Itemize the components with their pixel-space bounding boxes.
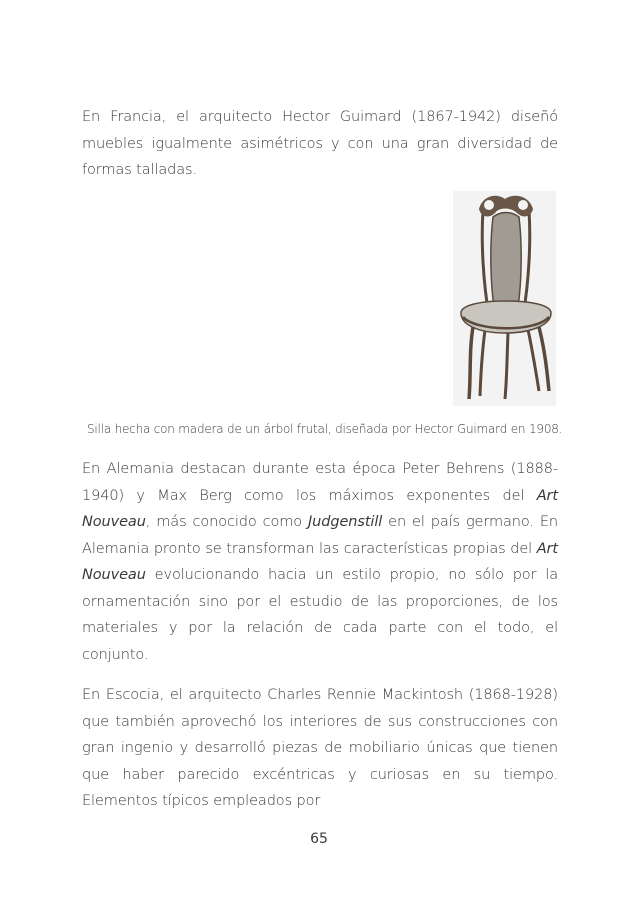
- chair-illustration: [453, 191, 556, 406]
- emphasis-judgenstill: Judgenstill: [308, 514, 383, 530]
- guimard-chair-photo: [453, 191, 556, 406]
- text-run: evolucionando hacia un estilo propio, no sólo por la ornamentación sino por el estudio de las proporciones, de los materiales y por la relación de cada parte con el todo, el conjunto.: [82, 567, 558, 663]
- paragraph-germany: [82, 456, 558, 668]
- text-run: , más conocido como: [145, 514, 308, 530]
- page-number: 65: [310, 831, 328, 847]
- paragraph-france: En Francia, el arquitecto Hector Guimard (1867-1942) diseñó muebles igualmente asimétricos y con una gran diversidad de formas talladas.: [82, 109, 558, 178]
- text-run: en el país germano. En Alemania pronto se transforman las características propias del: [82, 514, 558, 557]
- text-run: En Alemania destacan durante esta época Peter Behrens (1888-1940) y Max Berg como los máximos exponentes del: [82, 461, 558, 504]
- paragraph-scotland: En Escocia, el arquitecto Charles Rennie Mackintosh (1868-1928) que también aprovechó los interiores de sus construcciones con gran ingenio y desarrolló piezas de mobiliario únicas que tienen que haber parecido excéntricas y curiosas en su tiempo. Elementos típicos empleados por: [82, 687, 558, 809]
- emphasis-art-nouveau: Art Nouveau: [82, 540, 558, 583]
- figure-caption: Silla hecha con madera de un árbol frutal, diseñada por Hector Guimard en 1908.: [87, 422, 563, 436]
- emphasis-art-nouveau: Art Nouveau: [82, 487, 558, 530]
